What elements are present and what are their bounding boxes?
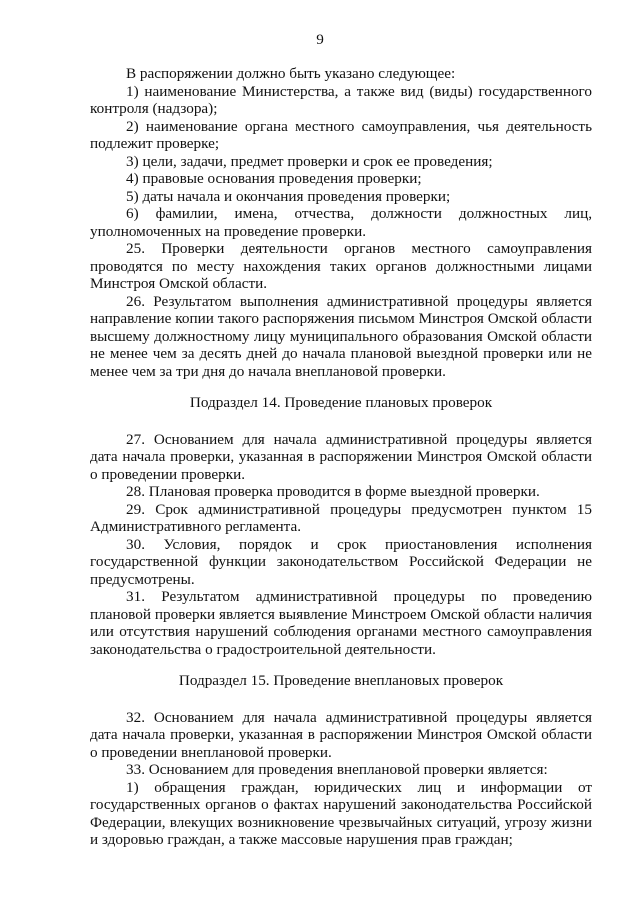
paragraph: 31. Результатом административной процедуры по проведению плановой проверки является выявление Минстроем Омской области наличия или отсутствия нарушений соблюдения органами местного самоуправления законодательства о градостроительной деятельности. — [90, 588, 592, 658]
list-item: 3) цели, задачи, предмет проверки и срок ее проведения; — [126, 152, 493, 170]
list-item: 5) даты начала и окончания проведения проверки; — [126, 187, 451, 205]
paragraph: 32. Основанием для начала административной процедуры является дата начала проверки, указанная в распоряжении Минстроя Омской области о проведении внеплановой проверки. — [90, 708, 592, 761]
list-item: 4) правовые основания проведения проверки; — [126, 170, 422, 187]
list-item: 6) фамилии, имена, отчества, должности должностных лиц, уполномоченных на проведение проверки. — [90, 205, 592, 240]
paragraph: 28. Плановая проверка проводится в форме выездной проверки. — [126, 483, 540, 500]
paragraph: 25. Проверки деятельности органов местного самоуправления проводятся по месту нахождения таких органов должностными лицами Минстроя Омской области. — [90, 240, 592, 292]
paragraph: 29. Срок административной процедуры предусмотрен пунктом 15 Административного регламента. — [90, 500, 592, 535]
list-item: 1) обращения граждан, юридических лиц и информации от государственных органов о фактах нарушений законодательства Российской Федерации, влекущих возникновение чрезвычайных ситуаций, угрозу жизни и здоровью граждан, а также массовые нарушения прав граждан; — [90, 778, 592, 848]
document-body — [90, 65, 592, 849]
section-heading: Подраздел 15. Проведение внеплановых проверок — [178, 672, 504, 689]
section-heading: Подраздел 14. Проведение плановых проверок — [189, 394, 493, 411]
paragraph: 33. Основанием для проведения внеплановой проверки является: — [126, 761, 548, 778]
paragraph: В распоряжении должно быть указано следующее: — [126, 65, 456, 82]
paragraph: 26. Результатом выполнения административной процедуры является направление копии такого распоряжения письмом Минстроя Омской области высшему должностному лицу муниципального образования Омской области не менее чем за десять дней до начала плановой выездной проверки или не менее чем за три дня до начала внеплановой проверки. — [90, 292, 592, 380]
list-item: 1) наименование Министерства, а также вид (виды) государственного контроля (надзора); — [90, 82, 592, 117]
list-item: 2) наименование органа местного самоуправления, чья деятельность подлежит проверке; — [90, 117, 592, 152]
paragraph: 30. Условия, порядок и срок приостановления исполнения государственной функции законодательством Российской Федерации не предусмотрены. — [90, 535, 592, 588]
page-number: 9 — [316, 31, 324, 48]
paragraph: 27. Основанием для начала административной процедуры является дата начала проверки, указанная в распоряжении Минстроя Омской области о проведении проверки. — [90, 430, 592, 483]
